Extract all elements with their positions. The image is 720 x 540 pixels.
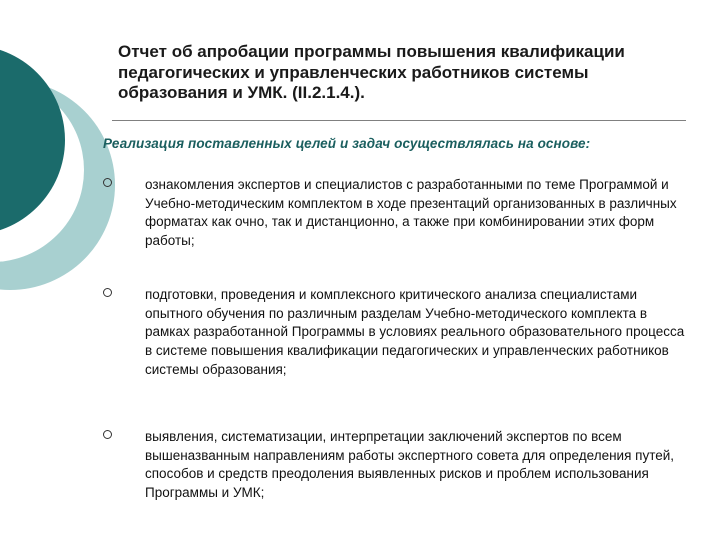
bullet-text: ознакомления экспертов и специалистов с разработанными по теме Программой и Учебно-методическим комплектом в ходе презентаций организованных в различных форматах как очно, так и дистанционно, а также при комбинировании этих форм работы; bbox=[145, 177, 677, 249]
bullet-text: выявления, систематизации, интерпретации заключений экспертов по всем вышеназванным направлениям работы экспертного совета для определения путей, способов и средств преодоления выявленных рисков и проблем использования Программы и УМК; bbox=[145, 429, 675, 501]
slide-title: Отчет об апробации программы повышения квалификации педагогических и управленческих работников системы образования и УМК. (II.2.1.4.). bbox=[118, 42, 625, 102]
circle-bullet-icon bbox=[103, 288, 112, 297]
circle-bullet-icon bbox=[103, 178, 112, 187]
lead-text: Реализация поставленных целей и задач осуществлялась на основе: bbox=[103, 136, 591, 151]
title-divider bbox=[112, 120, 686, 121]
bullet-text: подготовки, проведения и комплексного критического анализа специалистами опытного обучения по различным разделам Учебно-методического комплекта в рамках разработанной Программы в условиях реального образовательного процесса в системе повышения квалификации педагогических и управленческих работников системы образования; bbox=[145, 287, 685, 377]
circle-bullet-icon bbox=[103, 430, 112, 439]
